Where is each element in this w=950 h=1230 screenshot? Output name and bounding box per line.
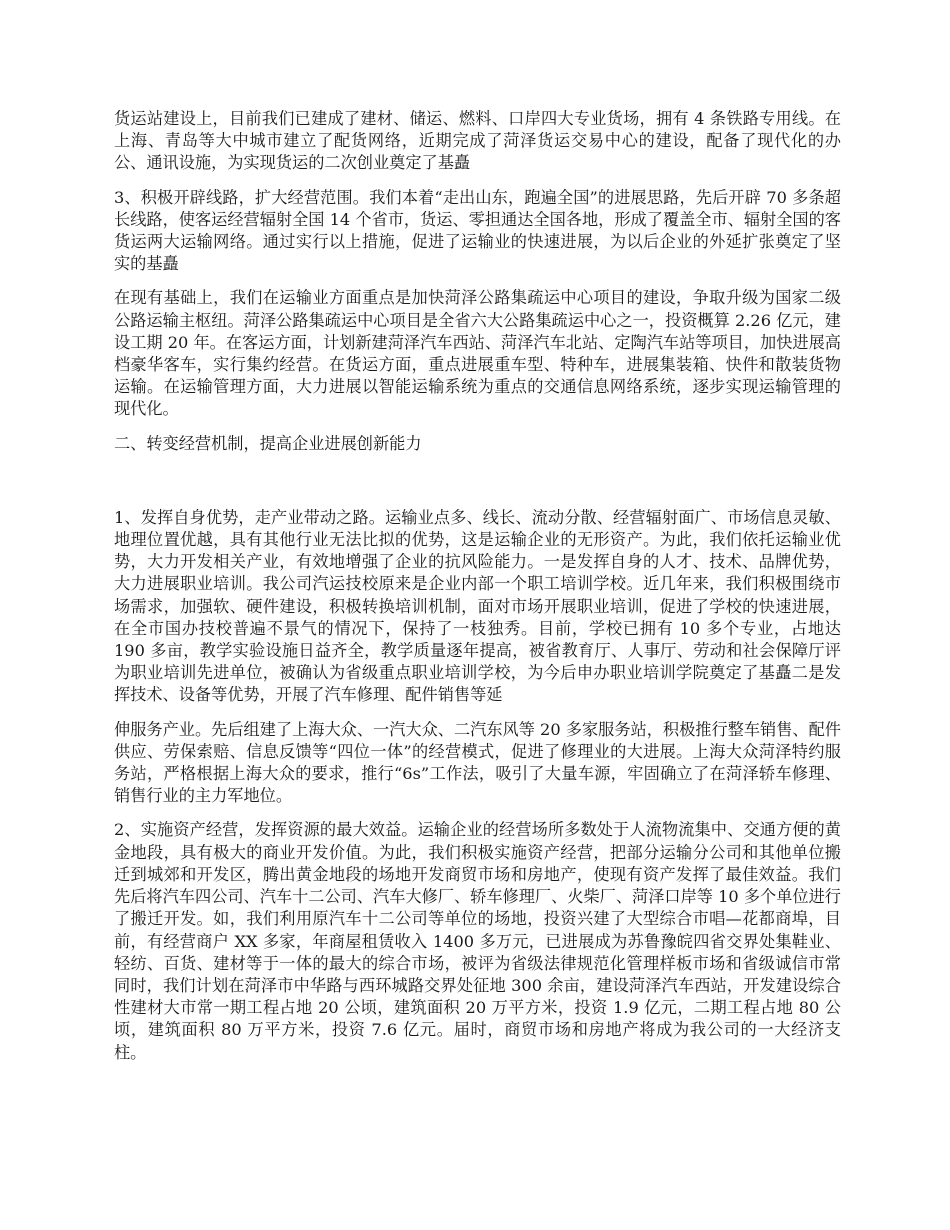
section-heading: 二、转变经营机制，提高企业进展创新能力 — [114, 433, 422, 453]
paragraph-service-industry: 伸服务产业。先后组建了上海大众、一汽大众、二汽东风等 20 多家服务站，积极推行整车销售、配件供应、劳保索赔、信息反馈等“四位一体”的经营模式，促进了修理业的大进展。上海大众菏泽特约服务站，严格根据上海大众的要求，推行“6s”工作法，吸引了大量车源，牢固确立了在菏泽轿车修理、销售行业的主力军地位。 — [114, 719, 841, 806]
section-spacer — [114, 467, 841, 507]
paragraph-asset-management: 2、实施资产经营，发挥资源的最大效益。运输企业的经营场所多数处于人流物流集中、交通方便的黄金地段，具有极大的商业开发价值。为此，我们积极实施资产经营，把部分运输分公司和其他单位搬迁到城郊和开发区，腾出黄金地段的场地开发商贸市场和房地产，使现有资产发挥了最佳效益。我们先后将汽车四公司、汽车十二公司、汽车大修厂、轿车修理厂、火柴厂、菏泽口岸等 10 多个单位进行了搬迁开发。如，我们利用原汽车十二公司等单位的场地，投资兴建了大型综合市唱—花都商埠，目前，有经营商户 XX 多家，年商屋租赁收入 1400 多万元，已进展成为苏鲁豫皖四省交界处集鞋业、轻纺、百货、建材等于一体的最大的综合市场，被评为省级法律规范化管理样板市场和省级诚信市常同时，我们计划在菏泽市中华路与西环城路交界处征地 300 余亩，建设菏泽汽车西站，开发建设综合性建材大市常一期工程占地 20 公顷，建筑面积 20 万平方米，投资 1.9 亿元，二期工程占地 80 公顷，建筑面积 80 万平方米，投资 7.6 亿元。届时，商贸市场和房地产将成为我公司的一大经济支柱。 — [114, 820, 841, 1062]
paragraph-expand-routes: 3、积极开辟线路，扩大经营范围。我们本着“走出山东，跑遍全国”的进展思路，先后开辟 70 多条超长线路，使客运经营辐射全国 14 个省市，货运、零担通达全国各地，形成了覆盖全市、辐射全国的客货运两大运输网络。通过实行以上措施，促进了运输业的快速进展，为以后企业的外延扩张奠定了坚实的基矗 — [114, 187, 841, 274]
paragraph-own-advantages: 1、发挥自身优势，走产业带动之路。运输业点多、线长、流动分散、经营辐射面广、市场信息灵敏、地理位置优越，具有其他行业无法比拟的优势，这是运输企业的无形资产。为此，我们依托运输业优势，大力开发相关产业，有效地增强了企业的抗风险能力。一是发挥自身的人才、技术、品牌优势，大力进展职业培训。我公司汽运技校原来是企业内部一个职工培训学校。近几年来，我们积极围绕市场需求，加强软、硬件建设，积极转换培训机制，面对市场开展职业培训，促进了学校的快速进展，在全市国办技校普遍不景气的情况下，保持了一枝独秀。目前，学校已拥有 10 多个专业，占地达 190 多亩，教学实验设施日益齐全，教学质量逐年提高，被省教育厅、人事厅、劳动和社会保障厅评为职业培训先进单位，被确认为省级重点职业培训学校，为今后申办职业培训学院奠定了基矗二是发挥技术、设备等优势，开展了汽车修理、配件销售等延 — [114, 507, 841, 705]
paragraph-freight-station: 货运站建设上，目前我们已建成了建材、储运、燃料、口岸四大专业货场，拥有 4 条铁路专用线。在上海、青岛等大中城市建立了配货网络，近期完成了菏泽货运交易中心的建设，配备了现代化的办公、通讯设施，为实现货运的二次创业奠定了基矗 — [114, 109, 841, 173]
paragraph-hub-center: 在现有基础上，我们在运输业方面重点是加快菏泽公路集疏运中心项目的建设，争取升级为国家二级公路运输主枢纽。菏泽公路集疏运中心项目是全省六大公路集疏运中心之一，投资概算 2.26 亿元，建设工期 20 年。在客运方面，计划新建菏泽汽车西站、菏泽汽车北站、定陶汽车站等项目，加快进展高档豪华客车，实行集约经营。在货运方面，重点进展重车型、特种车，进展集装箱、快件和散装货物运输。在运输管理方面，大力进展以智能运输系统为重点的交通信息网络系统，逐步实现运输管理的现代化。 — [114, 288, 841, 419]
document-body — [114, 108, 841, 1076]
